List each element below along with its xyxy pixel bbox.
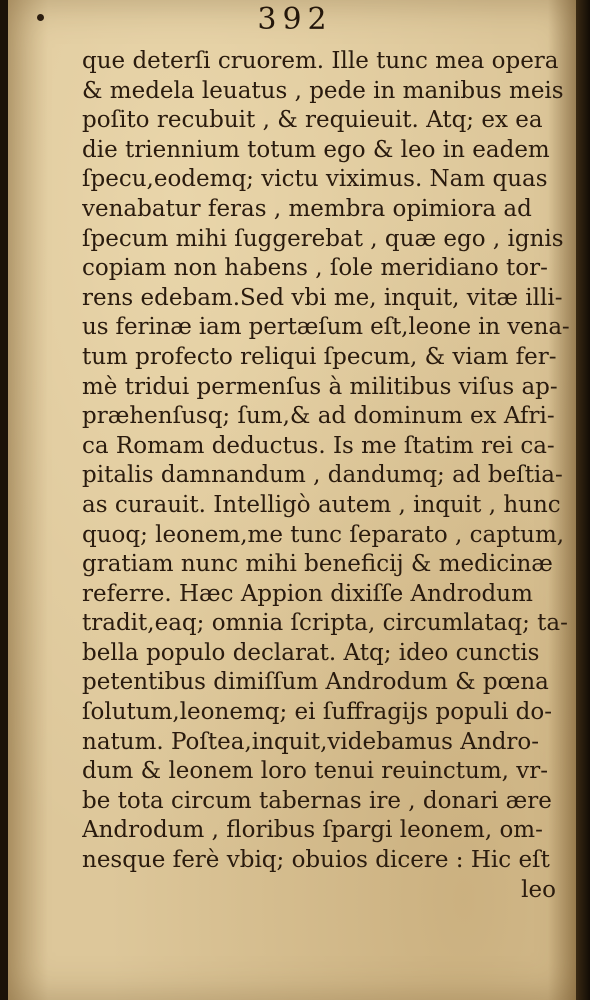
text-line: quoq; leonem,me tunc ſeparato , captum, [82,521,565,548]
page-number: 392 [257,2,333,37]
text-line: ca Romam deductus. Is me ſtatim rei ca- [82,432,555,459]
text-line: poſito recubuit , & requieuit. Atq; ex ea [82,107,543,134]
text-line: us ferinæ iam pertæſum eſt,leone in vena- [82,314,570,341]
text-line: referre. Hæc Appion dixiſſe Androdum [82,580,533,607]
text-line: Androdum , floribus ſpargi leonem, om- [82,817,543,844]
text-line: natum. Poſtea,inquit,videbamus Andro- [82,728,540,755]
text-line: petentibus dimiſſum Androdum & pœna [82,669,549,696]
text-line: as curauit. Intelligò autem , inquit , hunc [82,491,561,518]
text-line: bella populo declarat. Atq; ideo cunctis [82,639,540,666]
text-line: venabatur feras , membra opimiora ad [82,195,532,222]
catchword: leo [521,876,556,903]
text-line: copiam non habens , ſole meridiano tor- [82,255,548,282]
text-line: ſpecum mihi ſuggerebat , quæ ego , ignis [82,225,564,252]
text-line: nesque ferè vbiq; obuios dicere : Hic eſt [82,847,550,874]
text-line: pitalis damnandum , dandumq; ad beſtia- [82,462,563,489]
text-line: dum & leonem loro tenui reuinctum, vr- [82,758,549,785]
text-block [82,47,570,905]
text-line: præhenſusq; ſum,& ad dominum ex Afri- [82,403,555,430]
text-line: tum profecto reliqui ſpecum, & viam fer- [82,343,557,370]
text-line: die triennium totum ego & leo in eadem [82,136,550,163]
text-line: & medela leuatus , pede in manibus meis [82,77,564,104]
text-line: gratiam nunc mihi beneficij & medicinæ [82,551,553,578]
text-line: mè tridui permenſus à militibus viſus ap- [82,373,558,400]
text-line: rens edebam.Sed vbi me, inquit, vitæ illi- [82,284,563,311]
text-line: que deterſi cruorem. Ille tunc mea opera [82,48,559,74]
text-line: tradit,eaq; omnia ſcripta, circumlataq; ta- [82,610,568,637]
page-edge [576,0,590,1000]
text-line: ſpecu,eodemq; victu viximus. Nam quas [82,166,548,193]
text-line: ſolutum,leonemq; ei ſuffragijs populi do- [82,699,552,726]
text-line: be tota circum tabernas ire , donari ære [82,787,552,814]
